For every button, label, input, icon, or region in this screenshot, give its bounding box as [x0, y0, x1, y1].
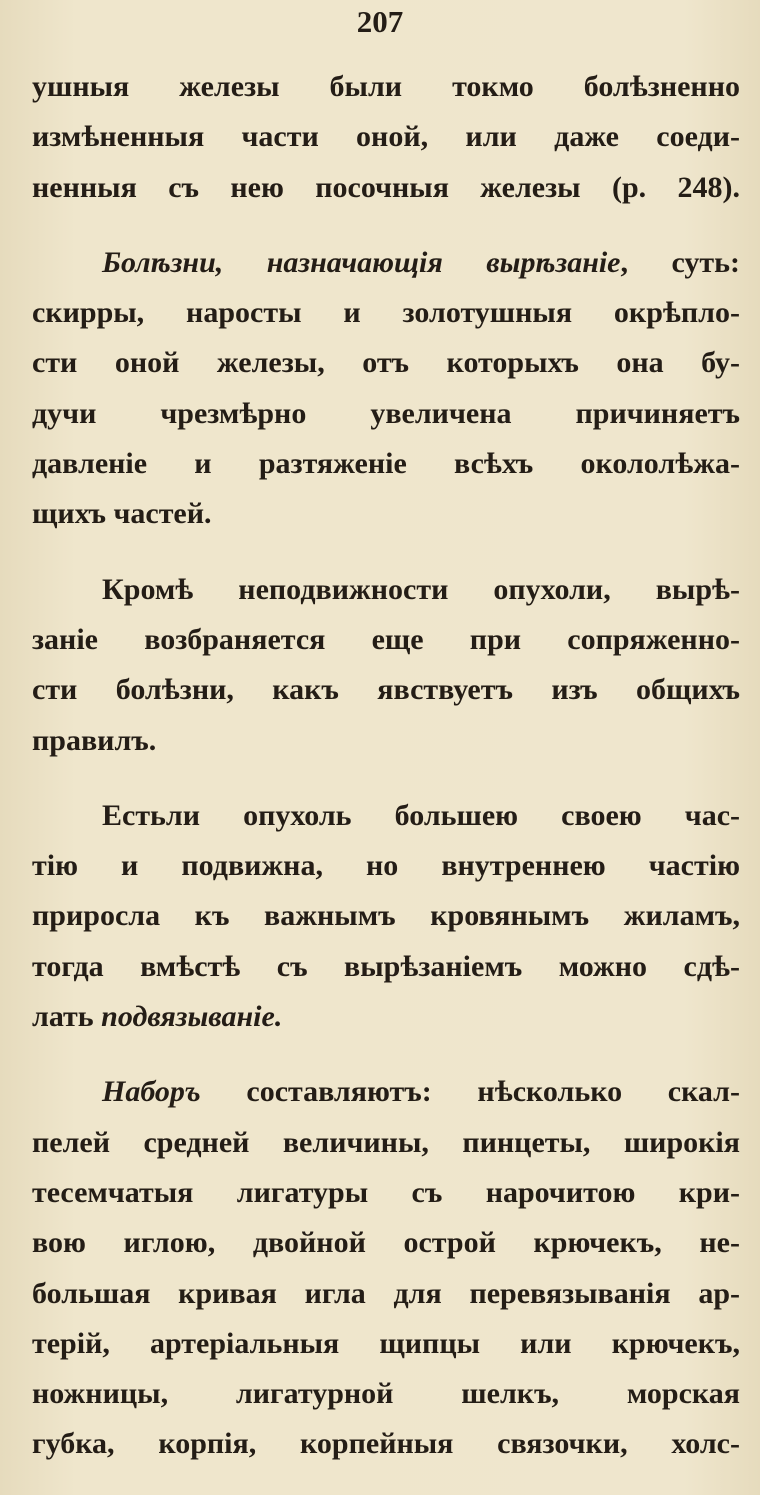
text-line [32, 791, 740, 841]
text-line [32, 615, 740, 665]
text-span: терій, артеріальныя щипцы или крючекъ, [32, 1326, 740, 1360]
text-line [32, 439, 740, 489]
text-span: ножницы, лигатурной шелкъ, морская [32, 1377, 740, 1411]
text-span: составляютъ: нѣсколько скал- [200, 1075, 740, 1109]
text-span: тесемчатыя лигатуры съ нарочитою кри- [32, 1175, 740, 1209]
text-span: сти оной железы, отъ которыхъ она бу- [32, 346, 740, 380]
text-line [32, 288, 740, 338]
text-line [32, 1319, 740, 1369]
text-line [32, 1419, 740, 1469]
paragraph [32, 1067, 740, 1469]
page-number: 207 [356, 4, 404, 39]
text-line [32, 1218, 740, 1268]
text-span: ушныя железы были токмо болѣзненно [32, 70, 740, 103]
text-span: щихъ частей. [32, 497, 212, 531]
italic-span: Наборъ [102, 1075, 201, 1109]
italic-span: подвязываніе. [101, 1000, 283, 1034]
text-span: вою иглою, двойной острой крючекъ, не- [32, 1226, 740, 1260]
paragraph [32, 565, 740, 766]
text-span: заніе возбраняется еще при сопряженно- [32, 622, 740, 656]
text-span: измѣненныя части оной, или даже соеди- [32, 120, 740, 154]
text-line [32, 716, 740, 766]
text-span: большая кривая игла для перевязыванія ар- [32, 1276, 740, 1310]
text-line [32, 565, 740, 615]
text-span: ненныя съ нею посочныя железы (p. 248). [32, 170, 740, 204]
text-line [32, 992, 740, 1042]
body-text [32, 62, 740, 1495]
paragraph [32, 791, 740, 1042]
text-line [32, 62, 740, 112]
paragraph [32, 62, 740, 213]
text-line [32, 1067, 740, 1117]
text-line [32, 112, 740, 162]
text-span: правилъ. [32, 723, 157, 757]
text-line [32, 841, 740, 891]
text-line [32, 338, 740, 388]
text-span: губка, корпія, корпейныя связочки, холс- [32, 1427, 740, 1461]
text-span: тогда вмѣстѣ съ вырѣзаніемъ можно сдѣ- [32, 949, 740, 983]
text-span: лать [32, 1000, 102, 1034]
text-span: дучи чрезмѣрно увеличена причиняетъ [32, 396, 740, 430]
italic-span: Болѣзни, назначающія вырѣзаніе [102, 245, 621, 279]
text-span: сти болѣзни, какъ явствуетъ изъ общихъ [32, 673, 740, 707]
paragraph [32, 238, 740, 540]
text-line [32, 1269, 740, 1319]
text-span: тію и подвижна, но внутреннею частію [32, 849, 740, 883]
text-line [32, 665, 740, 715]
text-line [32, 489, 740, 539]
text-span: скирры, наросты и золотушныя окрѣпло- [32, 296, 740, 330]
text-span: Естьли опухоль большею своею час- [102, 798, 740, 832]
text-span: , суть: [620, 245, 741, 279]
text-span: давленіе и разтяженіе всѣхъ окололѣжа- [32, 447, 740, 481]
text-span: приросла къ важнымъ кровянымъ жиламъ, [32, 899, 740, 933]
text-line [32, 1369, 740, 1419]
text-line [32, 942, 740, 992]
text-line [32, 1168, 740, 1218]
text-line [32, 163, 740, 213]
text-line [32, 1118, 740, 1168]
text-line [32, 389, 740, 439]
text-span: Кромѣ неподвижности опухоли, вырѣ- [102, 572, 740, 606]
text-line [32, 891, 740, 941]
text-line [32, 238, 740, 288]
text-span: пелей средней величины, пинцеты, широкія [32, 1125, 740, 1159]
